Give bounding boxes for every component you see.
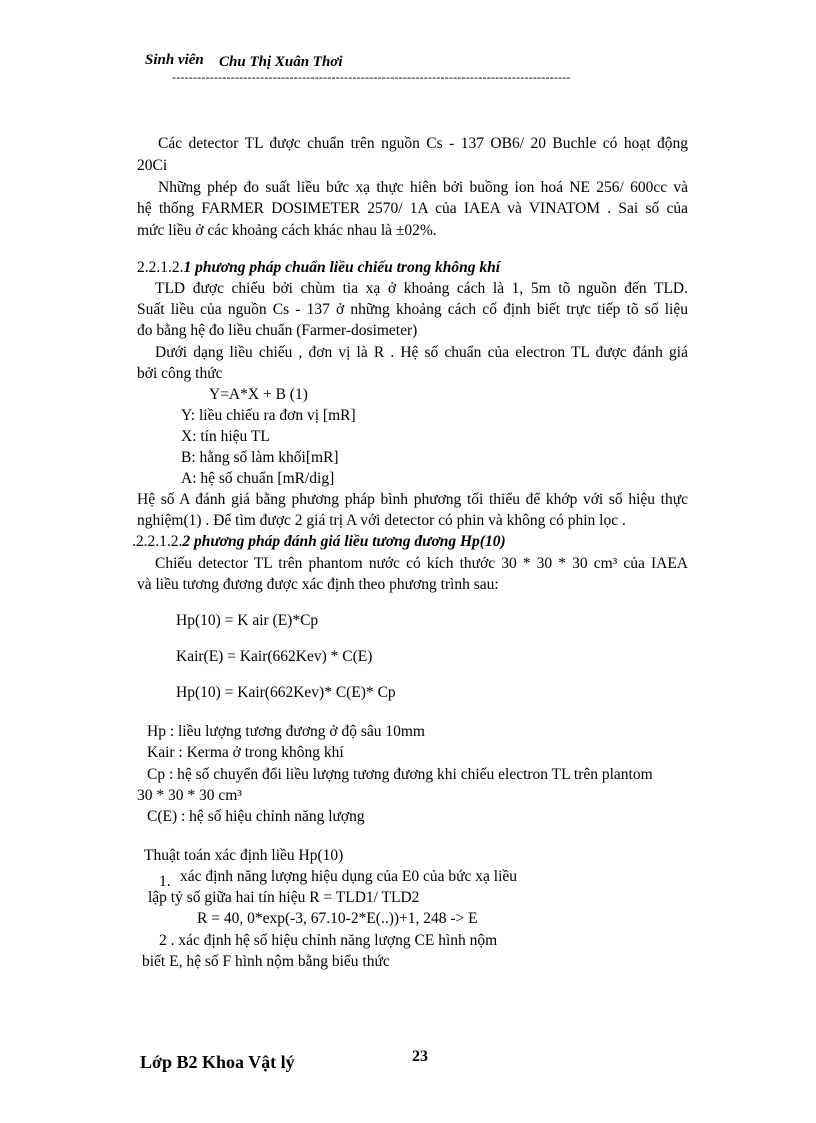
- section1-title: 1 phương pháp chuẩn liều chiếu trong không khí: [183, 259, 501, 276]
- algo-step1-number: 1.: [159, 873, 171, 890]
- algo-step1-formula: R = 40, 0*exp(-3, 67.10-2*E(..))+1, 248 -> E: [197, 910, 478, 927]
- algo-step1-ratio: lập tỷ số giữa hai tín hiệu R = TLD1/ TLD2: [148, 889, 420, 906]
- s1-line6: Hệ số A đánh giá bằng phương pháp bình phương tối thiểu để khớp với số hiệu thực: [137, 491, 688, 508]
- s1-line4: Dưới dạng liều chiếu , đơn vị là R . Hệ số chuẩn của electron TL được đánh giá: [155, 344, 688, 361]
- s2-formula1: Hp(10) = K air (E)*Cp: [176, 612, 319, 629]
- algo-step1: xác định năng lượng hiệu dụng của E0 của bức xạ liều: [180, 868, 518, 885]
- s2-def-ce: C(E) : hệ số hiệu chỉnh năng lượng: [147, 808, 365, 825]
- s1-line7: nghiệm(1) . Để tìm được 2 giá trị A với detector có phin và không có phin lọc .: [137, 512, 626, 529]
- algo-step2: 2 . xác định hệ số hiệu chỉnh năng lượng CE hình nộm: [159, 932, 498, 949]
- section2-heading: [132, 532, 506, 552]
- s2-formula3: Hp(10) = Kair(662Kev)* C(E)* Cp: [176, 684, 396, 701]
- p2-line1: Những phép đo suất liều bức xạ thực hiên bởi buồng ion hoá NE 256/ 600cc và: [158, 179, 688, 196]
- section1-heading: [137, 258, 500, 278]
- p2-line3: mức liều ở các khoảng cách khác nhau là ±02%.: [137, 222, 437, 239]
- s2-def-kair: Kair : Kerma ở trong không khí: [147, 744, 344, 761]
- header-student-name: Chu Thị Xuân Thơi: [219, 54, 343, 70]
- algo-title: Thuật toán xác định liều Hp(10): [144, 847, 344, 864]
- footer-class: Lớp B2 Khoa Vật lý: [140, 1052, 295, 1072]
- section1-number: 2.2.1.2.: [137, 259, 184, 276]
- s1-line5: bởi công thức: [137, 365, 223, 382]
- s2-formula2: Kair(E) = Kair(662Kev) * C(E): [176, 648, 373, 665]
- s1-def-b: B: hằng số làm khối[mR]: [181, 449, 339, 466]
- p1-line1: Các detector TL được chuẩn trên nguồn Cs - 137 OB6/ 20 Buchle có hoạt động: [158, 135, 688, 152]
- section2-number: .2.2.1.2.: [132, 533, 183, 550]
- s2-line1: Chiếu detector TL trên phantom nước có kích thước 30 * 30 * 30 cm³ của IAEA: [155, 555, 688, 572]
- s2-def-cp: Cp : hệ số chuyển đổi liều lượng tương đương khi chiếu electron TL trên plantom: [147, 766, 653, 783]
- s1-def-x: X: tín hiệu TL: [181, 428, 270, 445]
- s1-line3: đo bằng hệ đo liều chuẩn (Farmer-dosimeter): [137, 322, 418, 339]
- algo-step2-cont: biết E, hệ số F hình nộm bằng biểu thức: [142, 953, 390, 970]
- s1-line1: TLD được chiếu bởi chùm tia xạ ở khoảng cách là 1, 5m tõ nguồn đến TLD.: [155, 280, 688, 297]
- header-student-label: Sinh viên: [145, 52, 204, 68]
- s1-def-a: A: hệ số chuẩn [mR/dig]: [181, 470, 335, 487]
- s2-def-hp: Hp : liều lượng tương đương ở độ sâu 10mm: [147, 723, 425, 740]
- s1-def-y: Y: liều chiếu ra đơn vị [mR]: [181, 407, 356, 424]
- section2-title: 2 phương pháp đánh giá liều tương đương Hp(10): [182, 533, 506, 550]
- p1-line2: 20Ci: [137, 157, 168, 174]
- s2-line2: và liều tương đương được xác định theo phương trình sau:: [137, 576, 499, 593]
- p2-line2: hệ thống FARMER DOSIMETER 2570/ 1A của IAEA và VINATOM . Sai số của: [137, 200, 688, 217]
- s1-formula: Y=A*X + B (1): [209, 386, 308, 403]
- header-rule: -----------------------------------------------------------------------------------------------: [172, 70, 571, 84]
- s2-def-cp-cont: 30 * 30 * 30 cm³: [137, 787, 242, 804]
- s1-line2: Suất liều của nguồn Cs - 137 ở những khoảng cách cố định biết trực tiếp tõ số liệu: [137, 301, 688, 318]
- page-number: 23: [412, 1048, 428, 1065]
